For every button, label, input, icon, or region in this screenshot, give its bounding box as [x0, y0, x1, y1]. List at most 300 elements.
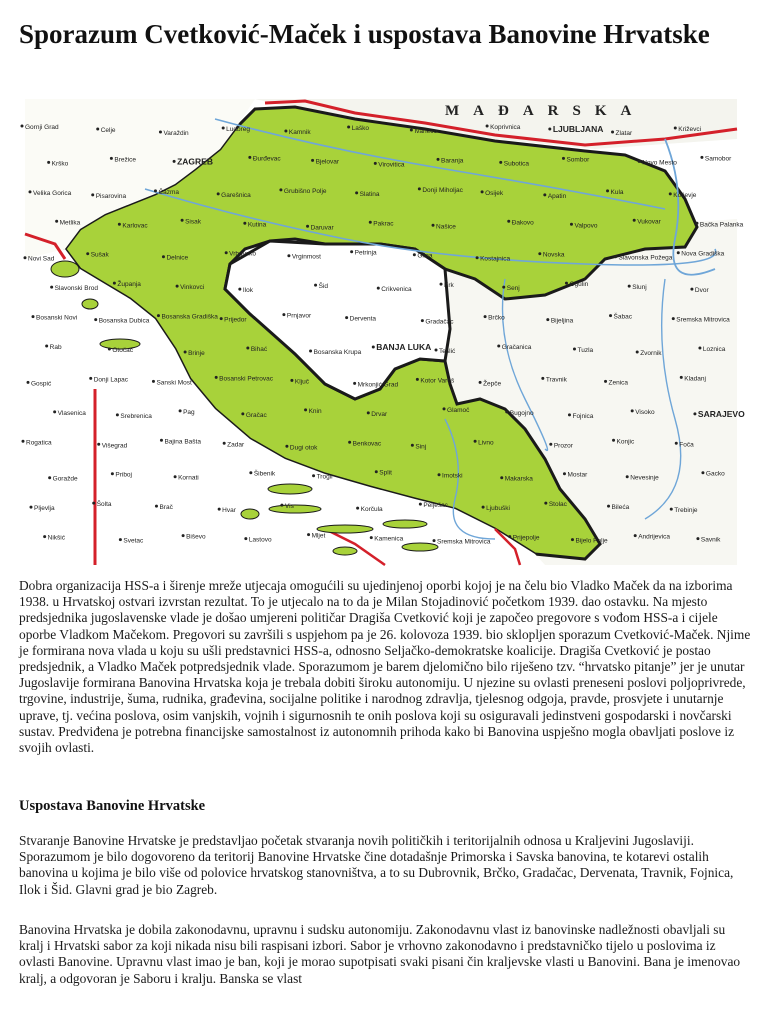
- map-place-dot: [30, 506, 33, 509]
- paragraph-2: Stvaranje Banovine Hrvatske je predstavljao početak stvaranja novih političkih i teritorijalnih odnosa u Kraljevini Jugoslaviji. Sporazumom je bilo dogovoreno da teritorij Banovine Hrvatske čine dotadašnje Primorska i Savska banovina, te kotarevi ostalih banovina u kojima je bilo više od polovice hrvatskog stanovništva, a to su Dubrovnik, Brčko, Gradačac, Dervenata, Travnik, Fojnica, Ilok i Šid. Glavni grad je bio Zagreb.: [19, 833, 734, 897]
- map-place-label: Križevci: [678, 126, 702, 133]
- map-place-dot: [690, 288, 693, 291]
- map-place-dot: [243, 222, 246, 225]
- map-place-dot: [700, 156, 703, 159]
- map-place-label: Novska: [542, 251, 565, 259]
- map-place-label: Bugojno: [509, 409, 534, 417]
- map-place-label: Brinje: [188, 350, 205, 357]
- map-place-dot: [435, 349, 438, 352]
- map-place-label: Kladanj: [684, 375, 706, 383]
- map-place-label: Grubišno Polje: [283, 187, 327, 195]
- map-place-label: Korčula: [360, 506, 383, 514]
- map-place-label: Pisarovina: [95, 192, 127, 200]
- map-place-label: Kutina: [247, 221, 267, 229]
- map-place-label: Novo Mesto: [642, 159, 677, 167]
- map-place-label: Drvar: [371, 410, 388, 418]
- map-place-label: Slavonska Požega: [618, 254, 673, 262]
- map-place-dot: [350, 250, 353, 253]
- map-place-label: Kula: [610, 188, 624, 196]
- map-place-dot: [443, 407, 446, 410]
- map-place-label: Bosanska Gradiška: [161, 313, 218, 321]
- map-place-dot: [218, 508, 221, 511]
- map-place-dot: [285, 445, 288, 448]
- map-place-label: Gacko: [705, 470, 725, 478]
- map-place-label: Teslić: [439, 348, 456, 355]
- map-place-label: Nova Gradiška: [681, 250, 725, 258]
- map-place-dot: [284, 130, 287, 133]
- map-place-label: Bihać: [250, 346, 268, 353]
- map-place-label: Velika Gorica: [33, 189, 72, 197]
- map-place-dot: [416, 378, 419, 381]
- map-place-dot: [48, 476, 51, 479]
- map-place-label: Gračanica: [501, 344, 532, 351]
- map-place-dot: [695, 222, 698, 225]
- map-place-dot: [94, 318, 97, 321]
- map-place-label: Krško: [51, 160, 69, 168]
- map-place-label: Krk: [444, 282, 454, 290]
- map-place-label: BANJA LUKA: [376, 342, 432, 352]
- map-place-dot: [160, 439, 163, 442]
- map-place-dot: [50, 286, 53, 289]
- map-place-dot: [677, 251, 680, 254]
- map-place-label: Derventa: [349, 315, 377, 323]
- map-place-dot: [543, 193, 546, 196]
- map-place-label: Mljet: [311, 532, 326, 540]
- map-place-label: Baranja: [441, 157, 464, 165]
- map-place-dot: [693, 412, 696, 415]
- map-place-label: Šolta: [96, 501, 112, 509]
- map-place-dot: [113, 282, 116, 285]
- map-place-label: Bajina Bašta: [164, 438, 201, 446]
- map-place-dot: [92, 502, 95, 505]
- map-place-label: Trogir: [316, 473, 334, 481]
- map-place-dot: [280, 504, 283, 507]
- map-place-label: Visoko: [635, 408, 655, 416]
- map-place-dot: [116, 413, 119, 416]
- map-place-dot: [45, 345, 48, 348]
- map-place-dot: [374, 162, 377, 165]
- map-place-dot: [609, 314, 612, 317]
- map-place-label: Đakovo: [511, 219, 534, 227]
- map-place-label: Našice: [436, 223, 456, 231]
- map-place-dot: [22, 440, 25, 443]
- map-place-label: Makarska: [504, 475, 533, 483]
- map-place-label: Kornati: [178, 474, 199, 482]
- map-place-dot: [27, 381, 30, 384]
- map-place-label: Vinkovci: [180, 284, 205, 292]
- map-place-dot: [21, 125, 24, 128]
- map-place-dot: [474, 440, 477, 443]
- map-place-dot: [312, 474, 315, 477]
- map-place-label: Gornji Grad: [25, 124, 59, 131]
- map-place-dot: [24, 256, 27, 259]
- map-place-dot: [162, 255, 165, 258]
- paragraph-1: Dobra organizacija HSS-a i širenje mreže utjecaja omogućili su ujedinjenoj oporbi kojoj je na čelu bio Vladko Maček da na izborima 1938. u Hrvatskoj ostvari izvrstan rezultat. To je utjecalo na to da je Milan Stojadinović početkom 1939. dao ostavku. Na mjesto predsjednika jugoslavenske vlade je došao umjereni političar Dragiša Cvetković koji je započeo pregovore s vođom HSS-a i cijele oporbe Vladkom Mačekom. Pregovori su završili s uspjehom pa je 26. kolovoza 1939. bio sklopljen sporazum Cvetković-Maček. Njime je formirana nova vlada u koju su ušli predstavnici HSS-a, odnosno Seljačko-demokratske koalicije. Dragiša Cvetković je postao predsjednik, a Vladko Maček potpredsjednik vlade. Sporazumom je barem djelomično bilo riješeno tzv. “hrvatsko pitanje” jer je unutar Jugoslavije formirana Banovina Hrvatska koja je trebala dobiti široku autonomiju. U njezine su ovlasti preneseni poslovi poljoprivrede, trgovine, industrije, šuma, rudnika, građevina, socijalne politike i narodnog zdravlja, tjelesnog odgoja, pravde, prosvjete i unutarnje uprave, tj. većina poslova, osim vanjskih, vojnih i sigurnosnih te onih poslova koji su osiguravali jedinstveni gospodarski i novčarski sustav. Predviđena je potrebna financijske samostalnost iz autonomnih prihoda kako bi Banovina uspješno mogla obavljati poslove iz svojih ovlasti.: [19, 578, 751, 756]
- map-place-label: Bjelovar: [315, 158, 340, 166]
- map-place-dot: [680, 376, 683, 379]
- map-place-label: Sanski Most: [156, 379, 192, 387]
- banovina-map: [25, 99, 745, 565]
- map-place-dot: [155, 505, 158, 508]
- map-place-dot: [433, 539, 436, 542]
- map-place-dot: [565, 282, 568, 285]
- map-place-dot: [484, 315, 487, 318]
- map-place-label: Biševo: [186, 533, 206, 541]
- map-place-label: Šibenik: [253, 470, 276, 478]
- map-island-peljesac: [383, 520, 427, 528]
- map-place-dot: [244, 537, 247, 540]
- map-place-dot: [174, 475, 177, 478]
- map-place-dot: [432, 224, 435, 227]
- map-place-dot: [182, 534, 185, 537]
- map-place-label: Kotor Varoš: [420, 377, 455, 385]
- map-place-dot: [500, 476, 503, 479]
- map-place-label: SARAJEVO: [697, 408, 745, 419]
- map-place-label: Ivaneco: [414, 128, 438, 135]
- map-place-dot: [674, 127, 677, 130]
- map-place-dot: [505, 410, 508, 413]
- map-place-label: Lastovo: [248, 536, 272, 544]
- map-place-label: Rab: [49, 344, 62, 351]
- map-place-label: Zvornik: [640, 350, 662, 357]
- map-place-dot: [549, 443, 552, 446]
- map-place-label: Rogatica: [26, 439, 52, 447]
- map-place-label: Gospić: [31, 380, 52, 388]
- map-place-label: Sinj: [415, 443, 427, 451]
- map-place-label: Brač: [159, 504, 173, 512]
- map-place-label: Slunj: [632, 284, 647, 292]
- map-place-dot: [307, 533, 310, 536]
- map-place-dot: [440, 283, 443, 286]
- map-place-dot: [309, 350, 312, 353]
- map-place-dot: [631, 409, 634, 412]
- map-place-label: Goražde: [52, 475, 78, 483]
- map-place-label: Kamenica: [374, 535, 404, 543]
- map-place-dot: [421, 319, 424, 322]
- map-place-dot: [419, 503, 422, 506]
- map-island-lastovo: [333, 547, 357, 555]
- map-place-dot: [669, 192, 672, 195]
- map-place-label: Virovitica: [378, 161, 405, 169]
- map-place-label: Varaždin: [163, 130, 189, 137]
- map-place-dot: [215, 376, 218, 379]
- map-place-label: Andrijevica: [638, 533, 670, 541]
- map-place-label: Vlasenica: [57, 409, 86, 417]
- map-place-label: Ključ: [294, 378, 310, 386]
- map-place-label: Nevesinje: [630, 474, 659, 482]
- map-place-dot: [502, 286, 505, 289]
- map-place-dot: [538, 252, 541, 255]
- map-place-dot: [152, 380, 155, 383]
- map-place-dot: [611, 131, 614, 134]
- map-place-dot: [604, 380, 607, 383]
- map-place-dot: [119, 538, 122, 541]
- map-place-label: Zlatar: [615, 130, 633, 137]
- map-place-dot: [159, 131, 162, 134]
- map-place-label: Delnice: [166, 254, 189, 262]
- map-place-label: Čazma: [158, 188, 180, 196]
- map-place-dot: [479, 381, 482, 384]
- map-place-label: Dvor: [694, 287, 709, 295]
- map-place-dot: [246, 347, 249, 350]
- map-place-label: Sušak: [90, 251, 109, 259]
- map-place-label: Gračac: [245, 411, 267, 419]
- map-place-label: Celje: [100, 127, 116, 134]
- map-place-label: Prozor: [553, 442, 573, 450]
- map-place-dot: [369, 221, 372, 224]
- map-place-dot: [304, 408, 307, 411]
- map-place-label: Travnik: [545, 376, 567, 384]
- map-place-label: Stolac: [548, 501, 567, 509]
- map-place-label: Samobor: [704, 155, 732, 163]
- map-place-label: Livno: [478, 439, 494, 447]
- map-place-label: Slatina: [359, 190, 380, 198]
- map-place-label: Šabac: [613, 313, 632, 321]
- map-place-label: Trebinje: [674, 507, 698, 515]
- map-island-brac: [268, 484, 312, 494]
- map-place-dot: [563, 472, 566, 475]
- map-place-label: Priboj: [115, 471, 133, 479]
- map-place-label: Gradačac: [425, 318, 454, 326]
- map-place-label: Daruvar: [310, 224, 334, 232]
- map-place-dot: [377, 287, 380, 290]
- map-place-label: Nikšić: [47, 534, 65, 542]
- map-place-label: Hvar: [222, 507, 236, 515]
- map-place-label: Vis: [284, 503, 294, 511]
- map-place-dot: [345, 316, 348, 319]
- map-place-label: Benkovac: [352, 440, 382, 448]
- map-place-dot: [91, 193, 94, 196]
- map-place-label: Sremska Mitrovica: [437, 538, 491, 546]
- map-place-label: Bosanska Dubica: [98, 317, 150, 325]
- map-place-dot: [348, 441, 351, 444]
- map-place-label: Apatin: [547, 192, 567, 200]
- map-place-label: Ilok: [242, 287, 253, 295]
- map-place-label: Bosanska Krupa: [313, 349, 362, 356]
- map-place-dot: [287, 254, 290, 257]
- map-place-dot: [184, 351, 187, 354]
- map-place-label: Savnik: [700, 536, 721, 544]
- map-place-label: Donji Miholjac: [422, 186, 463, 194]
- map-place-label: Bačka Palanka: [699, 221, 744, 229]
- map-place-dot: [238, 288, 241, 291]
- map-place-label: Kostajnica: [480, 255, 511, 263]
- map-place-dot: [370, 536, 373, 539]
- map-place-label: Bosanski Petrovac: [219, 375, 274, 383]
- map-place-label: Senj: [506, 285, 520, 293]
- map-place-dot: [282, 313, 285, 316]
- map-place-label: Bosanski Novi: [36, 314, 78, 322]
- map-place-label: Imotski: [442, 472, 463, 480]
- map-place-label: Petrinja: [354, 249, 377, 257]
- map-place-dot: [636, 351, 639, 354]
- map-place-dot: [217, 192, 220, 195]
- map-place-label: Kočevje: [673, 191, 697, 199]
- map-place-dot: [410, 129, 413, 132]
- map-place-label: Vrginmost: [291, 253, 321, 261]
- map-place-dot: [89, 377, 92, 380]
- map-place-label: Donji Lapac: [93, 376, 129, 384]
- map-place-dot: [32, 315, 35, 318]
- map-place-label: Laško: [351, 125, 369, 132]
- map-place-label: Mrkonjić Grad: [357, 381, 399, 389]
- map-place-dot: [355, 191, 358, 194]
- map-place-dot: [347, 126, 350, 129]
- map-place-dot: [548, 128, 551, 131]
- map-place-dot: [356, 507, 359, 510]
- map-place-dot: [570, 223, 573, 226]
- map-island-korcula: [317, 525, 373, 533]
- map-place-dot: [111, 472, 114, 475]
- map-place-dot: [157, 314, 160, 317]
- map-place-label: Bileća: [611, 504, 630, 512]
- map-island-vis: [241, 509, 259, 519]
- map-place-dot: [279, 188, 282, 191]
- map-place-dot: [411, 444, 414, 447]
- map-place-label: Valpovo: [574, 222, 598, 230]
- map-place-dot: [43, 535, 46, 538]
- map-place-dot: [220, 317, 223, 320]
- map-place-dot: [634, 534, 637, 537]
- map-place-dot: [607, 505, 610, 508]
- map-place-dot: [353, 382, 356, 385]
- map-place-label: Sisak: [185, 218, 202, 226]
- map-place-dot: [96, 128, 99, 131]
- map-place-label: Tuzla: [577, 347, 594, 354]
- map-place-label: Glamoč: [447, 406, 470, 414]
- map-place-dot: [176, 285, 179, 288]
- map-place-label: Prijedor: [224, 316, 247, 324]
- map-place-label: Pakrac: [373, 220, 394, 228]
- map-place-dot: [97, 443, 100, 446]
- map-place-dot: [626, 475, 629, 478]
- map-place-label: Konjic: [616, 438, 635, 446]
- map-place-label: Split: [379, 469, 392, 477]
- map-place-dot: [367, 411, 370, 414]
- map-place-label: Novi Sad: [28, 255, 55, 263]
- map-island-rab: [82, 299, 98, 309]
- map-place-label: Crikvenica: [381, 286, 412, 294]
- map-place-dot: [606, 189, 609, 192]
- map-place-label: Fojnica: [572, 412, 594, 420]
- banovina-map-svg: [25, 99, 745, 565]
- map-place-label: Brežice: [114, 156, 137, 164]
- map-place-label: Županja: [117, 281, 141, 289]
- map-place-dot: [53, 410, 56, 413]
- map-place-label: Prijepolje: [512, 534, 540, 542]
- map-island-krk: [51, 261, 79, 277]
- map-place-label: Mostar: [567, 471, 588, 479]
- map-place-dot: [696, 537, 699, 540]
- map-place-dot: [248, 156, 251, 159]
- map-place-dot: [672, 317, 675, 320]
- map-place-label: Vukovar: [637, 218, 661, 226]
- map-place-dot: [413, 253, 416, 256]
- map-country-label: MAĐARSKA: [445, 103, 646, 119]
- map-place-label: Višegrad: [101, 442, 128, 450]
- map-place-dot: [507, 220, 510, 223]
- map-place-dot: [438, 473, 441, 476]
- map-place-dot: [508, 535, 511, 538]
- map-place-dot: [481, 190, 484, 193]
- map-place-dot: [628, 285, 631, 288]
- map-place-dot: [179, 409, 182, 412]
- map-place-dot: [546, 318, 549, 321]
- map-place-label: Karlovac: [122, 222, 148, 230]
- map-place-dot: [241, 412, 244, 415]
- map-place-label: Bijelo Polje: [575, 537, 608, 545]
- map-place-label: Metlika: [59, 219, 81, 227]
- map-place-dot: [173, 160, 176, 163]
- map-place-dot: [306, 225, 309, 228]
- map-place-dot: [311, 159, 314, 162]
- map-place-label: Sremska Mitrovica: [676, 316, 730, 324]
- map-place-dot: [181, 219, 184, 222]
- map-place-dot: [544, 502, 547, 505]
- map-place-label: Foča: [679, 441, 694, 449]
- paragraph-3: Banovina Hrvatska je dobila zakonodavnu, upravnu i sudsku autonomiju. Zakonodavnu vlast iz banovinske nadležnosti obavljali su kralj i Hrvatski sabor za koji nikada nisu bili raspisani izbori. Sabor je vrhovno zakonodavno i predstavničko tijelo u poslovima iz ovlasti Banovine. Upravnu vlast imao je ban, koji je morao supotpisati svaki pisani čin kraljevske vlasti u Banovini. Bana je imenovao kralj, a odgovoran je Saboru i kralju. Banska se vlast: [19, 922, 741, 986]
- map-place-label: Loznica: [702, 346, 726, 353]
- map-place-dot: [222, 127, 225, 130]
- map-place-dot: [372, 346, 375, 349]
- map-place-label: ZAGREB: [177, 156, 213, 167]
- map-place-label: Otočac: [112, 347, 133, 354]
- map-place-label: Garešnica: [221, 191, 251, 199]
- map-place-dot: [497, 345, 500, 348]
- map-place-dot: [249, 471, 252, 474]
- map-place-label: Pag: [183, 408, 195, 416]
- map-place-dot: [108, 348, 111, 351]
- map-place-dot: [47, 161, 50, 164]
- map-place-label: Knin: [308, 407, 322, 415]
- map-place-label: Ljubuški: [486, 505, 510, 513]
- page-title: Sporazum Cvetković-Maček i uspostava Banovine Hrvatske: [19, 19, 710, 49]
- map-place-label: Glina: [417, 252, 433, 260]
- map-place-dot: [375, 470, 378, 473]
- map-place-dot: [486, 125, 489, 128]
- map-place-dot: [571, 538, 574, 541]
- map-place-dot: [499, 161, 502, 164]
- map-place-label: Svetac: [123, 537, 144, 545]
- map-island-mljet: [402, 543, 438, 551]
- map-place-label: Žepče: [483, 380, 502, 388]
- map-place-label: Pelješac: [423, 502, 448, 510]
- map-place-dot: [573, 348, 576, 351]
- map-place-dot: [437, 158, 440, 161]
- map-place-dot: [670, 508, 673, 511]
- map-place-label: Pljevlja: [34, 505, 55, 513]
- map-place-label: Osijek: [485, 189, 504, 197]
- map-place-dot: [482, 506, 485, 509]
- map-place-label: Srebrenica: [120, 412, 152, 420]
- map-place-dot: [541, 377, 544, 380]
- map-place-dot: [562, 157, 565, 160]
- map-place-label: Zenica: [608, 379, 629, 387]
- map-place-dot: [118, 223, 121, 226]
- map-place-dot: [290, 379, 293, 382]
- map-place-dot: [110, 157, 113, 160]
- map-place-dot: [29, 190, 32, 193]
- map-place-dot: [86, 252, 89, 255]
- map-place-label: Brčko: [488, 314, 505, 322]
- map-place-dot: [701, 471, 704, 474]
- map-place-label: Ludbreg: [226, 126, 251, 133]
- map-place-dot: [675, 442, 678, 445]
- map-place-label: Bijeljina: [550, 317, 574, 325]
- map-place-dot: [633, 219, 636, 222]
- map-place-dot: [418, 187, 421, 190]
- map-place-label: Đurđevac: [252, 155, 281, 163]
